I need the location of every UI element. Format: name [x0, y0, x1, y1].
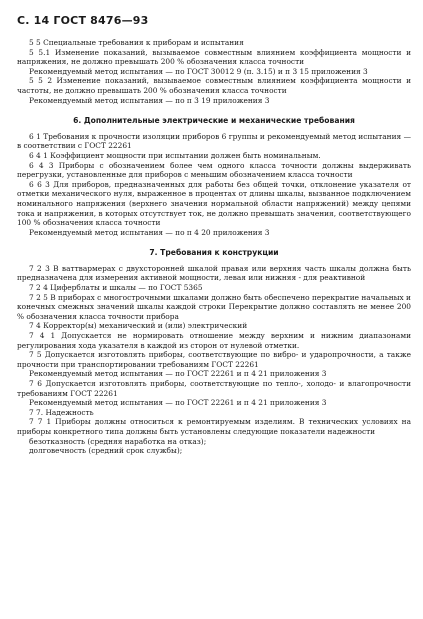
paragraph-method-7-6: Рекомендуемый метод испытания — по ГОСТ 22261 и п 4 21 приложения 3: [29, 398, 327, 408]
paragraph-5-5: 5 5 Специальные требования к приборам и испытания: [29, 38, 244, 47]
paragraph-5-5-1: 5 5.1 Изменение показаний, вызываемое совместным влиянием коэффициента мощности и напряжения, не должно превышать 200 % обозначения класса точности: [17, 47, 411, 67]
paragraph-7-5: 7 5 Допускается изготовлять приборы, соответствующие по вибро- и ударопрочности, а также прочности при транспортировании требованиям ГОСТ 22261: [17, 350, 411, 369]
paragraph-7-7: 7 7. Надежность: [29, 407, 94, 417]
paragraph-method-5-5-1: Рекомендуемый метод испытания — по ГОСТ 30012 9 (п. 3.15) и п 3 15 приложения 3: [29, 66, 368, 76]
section-heading-7: 7. Требования к конструкции: [149, 248, 279, 258]
paragraph-6-4-3: 6 4 3 Приборы с обозначением более чем одного класса точности должны выдерживать перегрузки, установленные для приборов с меньшим обозначением класса точности: [17, 160, 411, 180]
paragraph-7-4: 7 4 Корректор(ы) механический и (или) электрический: [29, 321, 248, 331]
list-item-durability: долговечность (средний срок службы);: [29, 446, 183, 456]
paragraph-5-5-2: 5 5 2 Изменение показаний, вызываемое совместным влиянием коэффициента мощности и частоты, не должно превышать 200 % обозначения класса точности: [17, 76, 411, 95]
list-item-reliability: безотказность (средняя наработка на отказ);: [29, 436, 207, 446]
paragraph-method-5-5-2: Рекомендуемый метод испытания — по п 3 19 приложения 3: [29, 95, 270, 105]
paragraph-method-6-6-3: Рекомендуемый метод испытания — по п 4 20 приложения 3: [29, 227, 270, 237]
paragraph-7-2-5: 7 2 5 В приборах с многострочными шкалами должно быть обеспечено перекрытие начальных и конечных смежных значений шкалы каждой строки Перекрытие должно составлять не менее 200 % обозначения класса точности прибора: [17, 292, 411, 321]
document-body: [17, 38, 411, 456]
paragraph-7-4-1: 7 4 1 Допускается не нормировать отношение между верхним и нижним диапазонами регулирования хода указателя в каждой из сторон от нулевой отметки.: [17, 331, 411, 350]
paragraph-7-2-4: 7 2 4 Циферблаты и шкалы — по ГОСТ 5365: [29, 283, 203, 293]
paragraph-7-2-3: 7 2 3 В ваттвармерах с двухсторонней шкалой правая или верхняя часть шкалы должна быть предназначена для измерения активной мощности, левая или нижняя - для реактивной: [17, 263, 411, 283]
paragraph-6-1: 6 1 Требования к прочности изоляции приборов 6 группы и рекомендуемый метод испытания — в соответствии с ГОСТ 22261: [17, 131, 411, 151]
paragraph-6-6-3: 6 6 3 Для приборов, предназначенных для работы без общей точки, отклонение указателя от отметки механического нуля, выраженное в процентах от длины шкалы, вызванное подключением номинального напряжения (верхнего значения нормальной области напряжений) между цепями тока и напряжения, в которых отсутствует ток, не должно превышать значения, соответствующего 100 % обозначения класса точности: [17, 179, 411, 228]
paragraph-7-7-1: 7 7 1 Приборы должны относиться к ремонтируемым изделиям. В технических условиях на приборы конкретного типа должны быть установлены следующие показатели надежности: [17, 417, 411, 436]
page-header: С. 14 ГОСТ 8476—93: [17, 14, 149, 27]
paragraph-method-7-5: Рекомендуемый метод испытания — по ГОСТ 22261 и п 4 21 приложения 3: [29, 369, 327, 379]
section-heading-6: 6. Дополнительные электрические и механические требования: [73, 116, 355, 126]
paragraph-7-6: 7 6 Допускается изготовлять приборы, соответствующие по тепло-, холодо- и влагопрочности требованиям ГОСТ 22261: [17, 379, 411, 398]
paragraph-6-4-1: 6 4 1 Коэффициент мощности при испытании должен быть номинальным.: [29, 150, 321, 160]
